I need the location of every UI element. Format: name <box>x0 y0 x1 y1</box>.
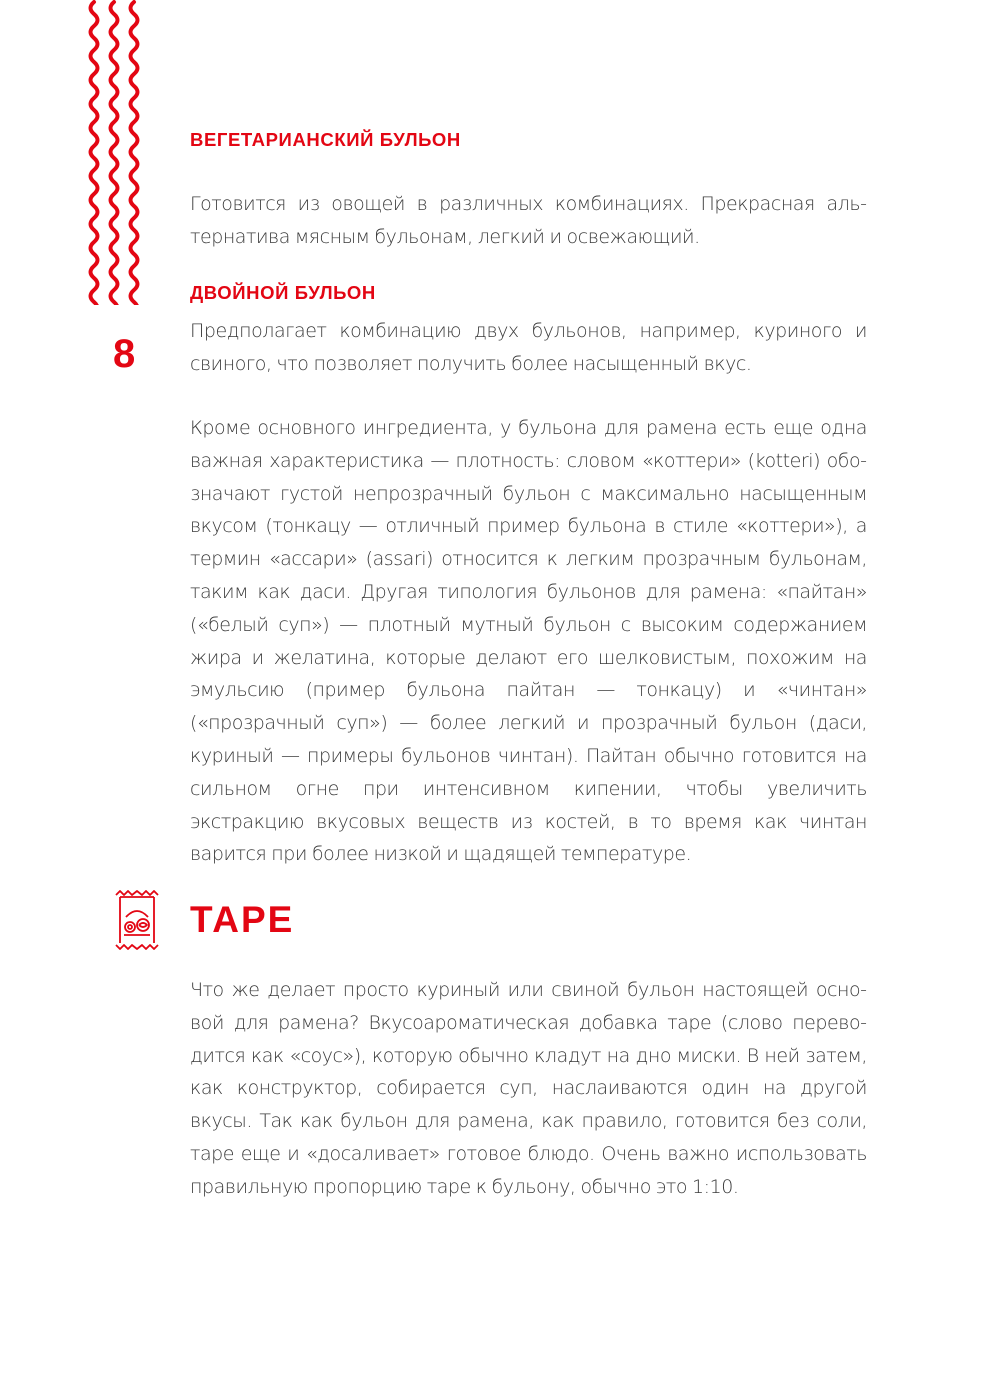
noodle-wave-line <box>131 2 138 305</box>
noodle-wave-line <box>111 2 118 305</box>
density-paragraph: Кроме основного ингредиента, у бульона для рамена есть еще одна важная характеристика — плотность: словом «коттери» (kotteri) обозначают густой непрозрачный бульон с максимально насыщенным вкусом (тонкацу — отличный пример бульона в стиле «коттери»), а термин «ассари» (assari) относится к легким прозрачным бульонам, таким как даси. Другая типология бульонов для рамена: «пайтан» («белый суп») — плотный мутный бульон с высоким содержанием жира и желатина, которые делают его шелковистым, похожим на эмульсию (пример бульона пайтан — тонкацу) и «чинтан» («прозрачный суп») — более легкий и прозрачный бульон (даси, куриный — примеры бульонов чинтан). Пайтан обычно готовится на сильном огне при интенсивном кипении, чтобы увеличить экстракцию вкусовых веществ из костей, в то время как чинтан варится при более низкой и щадящей температуре. <box>190 417 867 866</box>
veg-broth-heading: ВЕГЕТАРИАНСКИЙ БУЛЬОН <box>190 129 461 150</box>
double-broth-paragraph: Предполагает комбинацию двух бульонов, например, куриного и свиного, что позволяет получить более насыщенный вкус. <box>190 320 867 375</box>
noodle-wave-line <box>91 2 98 305</box>
veg-broth-paragraph: Готовится из овощей в различных комбинациях. Прекрасная альтернатива мясным бульонам, легкий и освежающий. <box>190 193 867 248</box>
tare-paragraph: Что же делает просто куриный или свиной бульон настоящей основой для рамена? Вкусоароматическая добавка таре (слово переводится как «соус»), которую обычно кладут на дно миски. В ней затем, как конструктор, собирается суп, наслаиваются один на другой вкусы. Так как бульон для рамена, как правило, готовится без соли, таре еще и «досаливает» готовое блюдо. Очень важно использовать правильную пропорцию таре к бульону, обычно это 1:10. <box>190 979 867 1198</box>
noodle-waves-decoration <box>86 0 146 305</box>
page-number: 8 <box>113 332 136 376</box>
tare-heading: ТАРЕ <box>190 899 295 940</box>
double-broth-heading: ДВОЙНОЙ БУЛЬОН <box>190 282 376 303</box>
tare-bowl-icon <box>114 889 160 951</box>
